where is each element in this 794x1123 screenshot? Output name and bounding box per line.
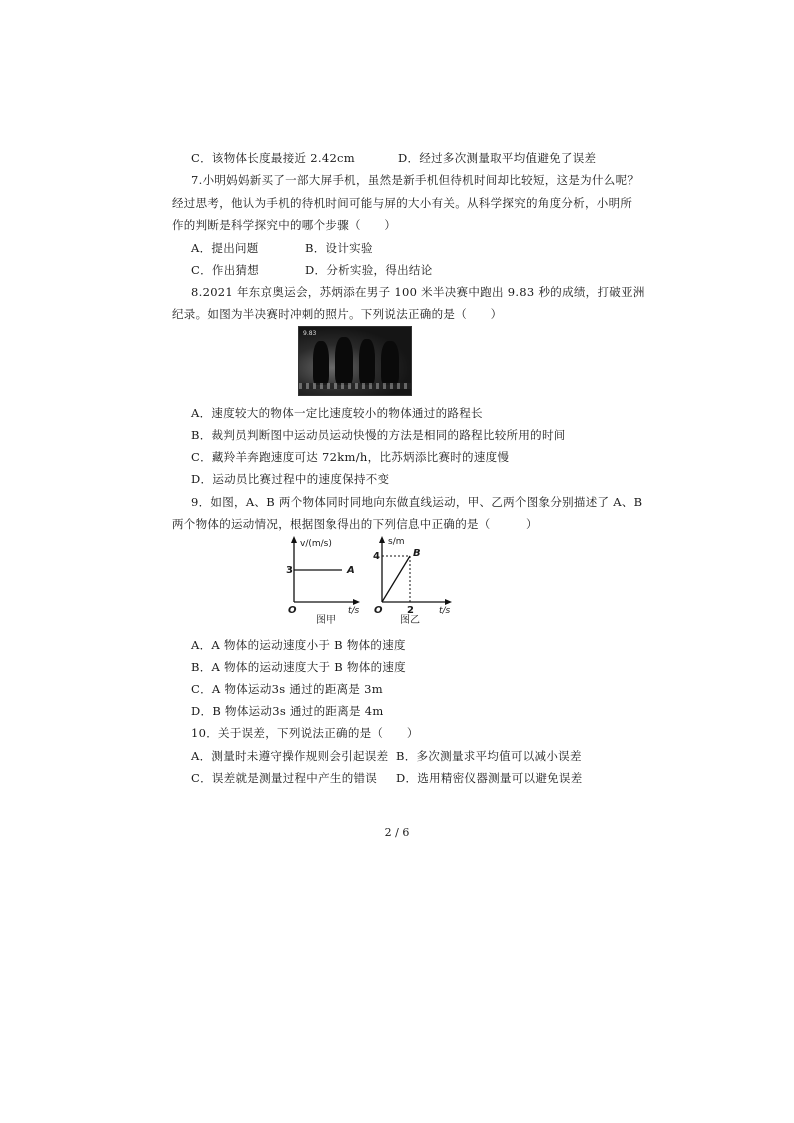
q10-option-c: C．误差就是测量过程中产生的错误 <box>191 771 378 785</box>
graph-yi-origin: O <box>374 605 383 616</box>
q7-stem-3: 作的判断是科学探究中的哪个步骤（ ） <box>172 218 397 232</box>
graph-yi-xlabel: t/s <box>439 606 451 616</box>
q7-option-b: B．设计实验 <box>305 241 373 255</box>
graph-yi-ytick: 4 <box>373 551 380 562</box>
q7-option-d: D．分析实验，得出结论 <box>305 263 433 277</box>
q7-option-a: A．提出问题 <box>191 241 259 255</box>
graph-jia <box>280 532 360 626</box>
q8-option-d: D．运动员比赛过程中的速度保持不变 <box>191 472 390 486</box>
q10-stem: 10．关于误差，下列说法正确的是（ ） <box>191 726 419 740</box>
q7-stem-1: 7.小明妈妈新买了一部大屏手机，虽然是新手机但待机时间却比较短，这是为什么呢？ <box>191 173 640 187</box>
graph-yi-point-label: B <box>413 548 421 559</box>
q6-option-d: D．经过多次测量取平均值避免了误差 <box>398 151 597 165</box>
graph-jia-caption: 图甲 <box>316 615 336 626</box>
graph-jia-line-label: A <box>347 565 355 576</box>
q10-option-d: D．选用精密仪器测量可以避免误差 <box>396 771 583 785</box>
q7-stem-2: 经过思考，他认为手机的待机时间可能与屏的大小有关。从科学探究的角度分析，小明所 <box>172 196 633 210</box>
sprint-finish-photo <box>298 326 412 396</box>
photo-time-tag: 9.83 <box>303 330 317 337</box>
graph-jia-xlabel: t/s <box>348 606 360 616</box>
q8-stem-1: 8.2021 年东京奥运会，苏炳添在男子 100 米半决赛中跑出 9.83 秒的成绩，打破亚洲 <box>191 285 645 299</box>
q9-option-c: C．A 物体运动3s 通过的距离是 3m <box>191 682 384 696</box>
page-number: 2 / 6 <box>384 826 410 839</box>
graph-jia-ylabel: v/(m/s) <box>300 539 332 549</box>
q9-stem-2: 两个物体的运动情况，根据图象得出的下列信息中正确的是（ ） <box>172 517 538 531</box>
q9-option-b: B．A 物体的运动速度大于 B 物体的速度 <box>191 660 406 674</box>
q8-option-b: B．裁判员判断图中运动员运动快慢的方法是相同的路程比较所用的时间 <box>191 428 566 442</box>
graph-jia-origin: O <box>288 605 297 616</box>
graph-yi-ylabel: s/m <box>388 537 405 547</box>
q9-option-a: A．A 物体的运动速度小于 B 物体的速度 <box>191 638 406 652</box>
q8-option-a: A．速度较大的物体一定比速度较小的物体通过的路程长 <box>191 406 483 420</box>
graph-jia-ytick: 3 <box>286 565 293 576</box>
q7-option-c: C．作出猜想 <box>191 263 260 277</box>
q9-stem-1: 9．如图，A、B 两个物体同时同地向东做直线运动，甲、乙两个图象分别描述了 A、B <box>191 495 643 509</box>
q6-option-c: C．该物体长度最接近 2.42cm <box>191 151 356 165</box>
q8-option-c: C．藏羚羊奔跑速度可达 72km/h，比苏炳添比赛时的速度慢 <box>191 450 510 464</box>
q8-stem-2: 纪录。如图为半决赛时冲刺的照片。下列说法正确的是（ ） <box>172 307 503 321</box>
q10-option-b: B．多次测量求平均值可以减小误差 <box>396 749 582 763</box>
q9-option-d: D．B 物体运动3s 通过的距离是 4m <box>191 704 384 718</box>
graph-yi-caption: 图乙 <box>400 615 420 626</box>
graph-yi-line-b <box>382 556 410 602</box>
graph-yi-xtick: 2 <box>407 605 414 616</box>
q10-option-a: A．测量时未遵守操作规则会引起误差 <box>191 749 389 763</box>
graph-yi <box>370 532 454 626</box>
